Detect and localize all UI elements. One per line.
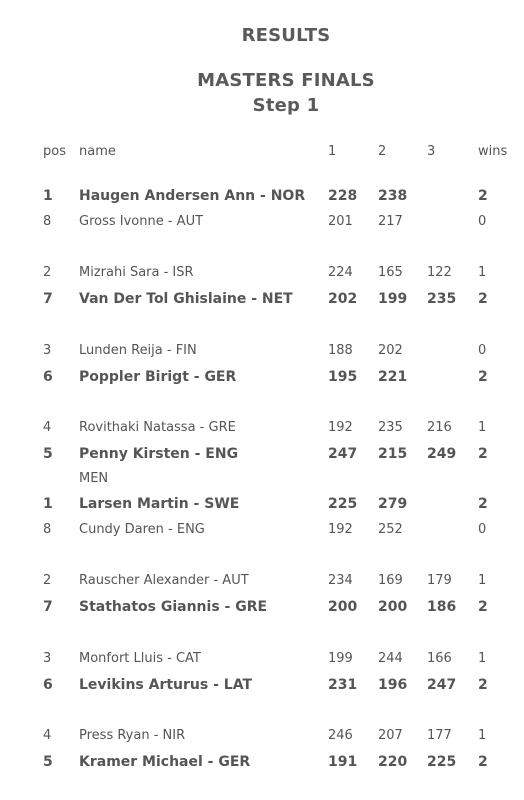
row-game-1: 224 <box>328 265 353 280</box>
row-pos: 6 <box>43 677 53 693</box>
row-game-3: 249 <box>427 446 457 462</box>
row-pos: 1 <box>43 188 53 204</box>
row-name: Lunden Reija - FIN <box>79 343 197 358</box>
row-game-1: 201 <box>328 214 353 229</box>
row-game-2: 200 <box>378 599 408 615</box>
table-row <box>0 368 524 386</box>
row-game-1: 246 <box>328 728 353 743</box>
table-row <box>0 445 524 463</box>
row-game-1: 225 <box>328 496 358 512</box>
row-game-1: 228 <box>328 188 358 204</box>
section-men-label: MEN <box>79 471 109 486</box>
row-name: Rauscher Alexander - AUT <box>79 573 249 588</box>
row-wins: 1 <box>478 651 487 666</box>
table-row <box>0 419 524 437</box>
table-row <box>0 290 524 308</box>
row-game-2: 217 <box>378 214 403 229</box>
row-wins: 2 <box>478 188 488 204</box>
row-game-1: 192 <box>328 420 353 435</box>
table-row <box>0 753 524 771</box>
table-row <box>0 572 524 590</box>
row-game-3: 235 <box>427 291 457 307</box>
row-wins: 0 <box>478 343 487 358</box>
row-wins: 2 <box>478 599 488 615</box>
row-game-2: 252 <box>378 522 403 537</box>
row-wins: 0 <box>478 214 487 229</box>
row-name: Gross Ivonne - AUT <box>79 214 204 229</box>
table-row <box>0 521 524 539</box>
row-name: Mizrahi Sara - ISR <box>79 265 194 280</box>
table-header <box>0 143 524 161</box>
row-pos: 5 <box>43 446 53 462</box>
table-row <box>0 650 524 668</box>
row-name: Cundy Daren - ENG <box>79 522 205 537</box>
row-game-1: 188 <box>328 343 353 358</box>
table-row <box>0 187 524 205</box>
row-game-1: 192 <box>328 522 353 537</box>
header-game-3: 3 <box>427 144 436 159</box>
row-pos: 3 <box>43 651 52 666</box>
row-name: Haugen Andersen Ann - NOR <box>79 188 306 204</box>
row-game-2: 221 <box>378 369 408 385</box>
row-pos: 2 <box>43 265 52 280</box>
row-game-1: 231 <box>328 677 358 693</box>
row-pos: 2 <box>43 573 52 588</box>
header-name: name <box>79 144 116 159</box>
results-title: RESULTS <box>241 25 331 46</box>
table-row <box>0 676 524 694</box>
row-name: Rovithaki Natassa - GRE <box>79 420 236 435</box>
table-row <box>0 727 524 745</box>
row-pos: 8 <box>43 214 52 229</box>
row-name: Larsen Martin - SWE <box>79 496 240 512</box>
row-game-1: 234 <box>328 573 353 588</box>
row-game-3: 186 <box>427 599 457 615</box>
row-pos: 1 <box>43 496 53 512</box>
row-pos: 3 <box>43 343 52 358</box>
row-game-3: 225 <box>427 754 457 770</box>
row-name: Press Ryan - NIR <box>79 728 186 743</box>
row-game-2: 238 <box>378 188 408 204</box>
row-wins: 2 <box>478 369 488 385</box>
header-wins: wins <box>478 144 508 159</box>
header-game-1: 1 <box>328 144 337 159</box>
row-pos: 6 <box>43 369 53 385</box>
header-pos: pos <box>43 144 66 159</box>
row-pos: 5 <box>43 754 53 770</box>
table-row <box>0 495 524 513</box>
row-wins: 2 <box>478 754 488 770</box>
row-pos: 7 <box>43 599 53 615</box>
row-game-3: 122 <box>427 265 452 280</box>
row-pos: 4 <box>43 728 52 743</box>
row-name: Van Der Tol Ghislaine - NET <box>79 291 293 307</box>
row-game-3: 179 <box>427 573 452 588</box>
row-game-3: 216 <box>427 420 452 435</box>
table-row <box>0 598 524 616</box>
row-game-3: 247 <box>427 677 457 693</box>
table-row <box>0 342 524 360</box>
table-row <box>0 264 524 282</box>
row-wins: 2 <box>478 291 488 307</box>
row-game-1: 195 <box>328 369 358 385</box>
row-wins: 0 <box>478 522 487 537</box>
header-game-2: 2 <box>378 144 387 159</box>
row-wins: 1 <box>478 573 487 588</box>
row-game-3: 177 <box>427 728 452 743</box>
row-name: Monfort Lluis - CAT <box>79 651 201 666</box>
row-name: Poppler Birigt - GER <box>79 369 237 385</box>
row-game-3: 166 <box>427 651 452 666</box>
row-name: Stathatos Giannis - GRE <box>79 599 268 615</box>
row-pos: 4 <box>43 420 52 435</box>
row-game-2: 165 <box>378 265 403 280</box>
row-game-2: 199 <box>378 291 408 307</box>
row-pos: 8 <box>43 522 52 537</box>
row-wins: 2 <box>478 677 488 693</box>
row-wins: 1 <box>478 420 487 435</box>
row-pos: 7 <box>43 291 53 307</box>
step-title: Step 1 <box>252 95 320 116</box>
row-game-1: 200 <box>328 599 358 615</box>
row-game-2: 244 <box>378 651 403 666</box>
row-game-2: 220 <box>378 754 408 770</box>
row-game-2: 169 <box>378 573 403 588</box>
row-game-1: 247 <box>328 446 358 462</box>
row-game-2: 207 <box>378 728 403 743</box>
row-game-2: 202 <box>378 343 403 358</box>
table-row <box>0 213 524 231</box>
event-title: MASTERS FINALS <box>197 70 375 91</box>
row-wins: 2 <box>478 446 488 462</box>
row-wins: 2 <box>478 496 488 512</box>
row-game-2: 279 <box>378 496 408 512</box>
row-game-2: 235 <box>378 420 403 435</box>
row-game-1: 202 <box>328 291 358 307</box>
row-wins: 1 <box>478 728 487 743</box>
row-game-1: 199 <box>328 651 353 666</box>
row-game-2: 196 <box>378 677 408 693</box>
row-game-2: 215 <box>378 446 408 462</box>
row-name: Kramer Michael - GER <box>79 754 251 770</box>
row-name: Penny Kirsten - ENG <box>79 446 239 462</box>
row-wins: 1 <box>478 265 487 280</box>
row-name: Levikins Arturus - LAT <box>79 677 253 693</box>
row-game-1: 191 <box>328 754 358 770</box>
